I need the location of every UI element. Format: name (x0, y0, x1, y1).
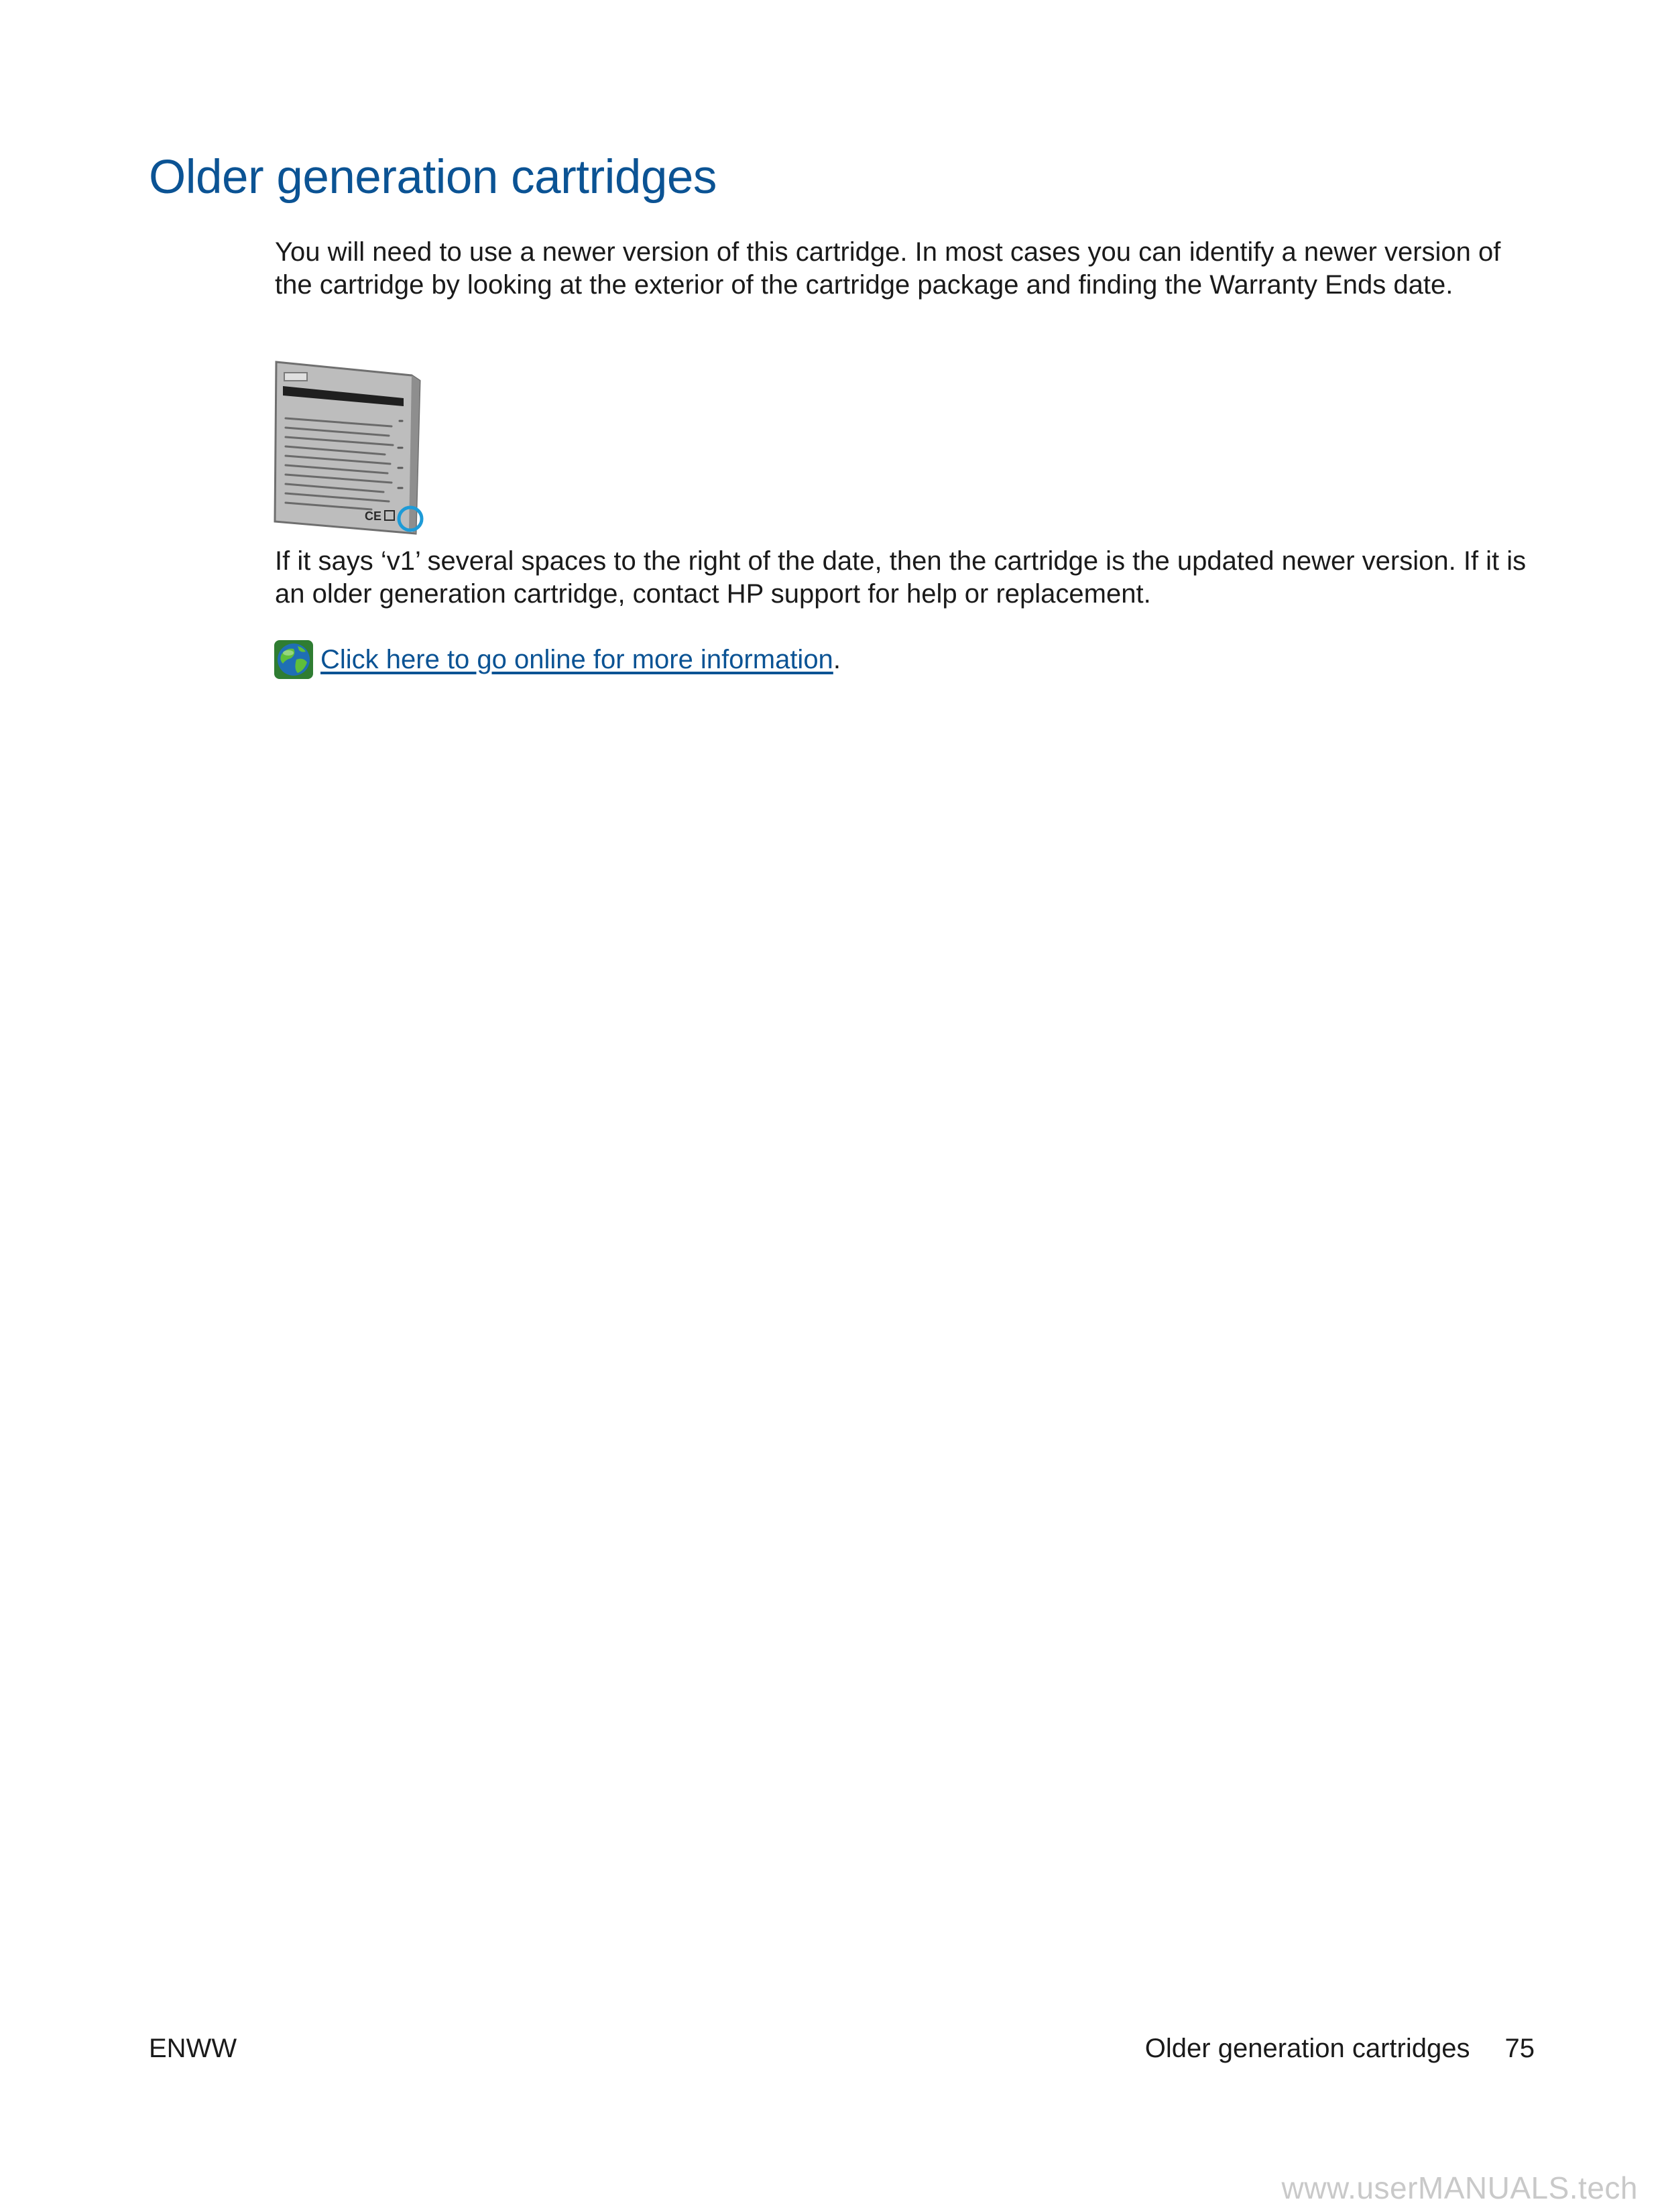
link-period: . (833, 644, 841, 674)
svg-text:CE: CE (365, 509, 382, 523)
online-info-row (274, 638, 841, 681)
online-info-link[interactable]: Click here to go online for more information (320, 644, 833, 674)
intro-paragraph: You will need to use a newer version of this cartridge. In most cases you can identify a newer version of the cartridge by looking at the exterior of the cartridge package and finding the Warranty Ends date. (275, 237, 1501, 300)
page-title: Older generation cartridges (149, 151, 717, 204)
cartridge-package-image (271, 361, 432, 542)
version-paragraph: If it says ‘v1’ several spaces to the right of the date, then the cartridge is the updated newer version. If it is an older generation cartridge, contact HP support for help or replacement. (275, 546, 1527, 609)
footer-right (1145, 2032, 1535, 2065)
globe-icon (274, 639, 314, 680)
watermark: www.userMANUALS.tech (1281, 2170, 1638, 2205)
footer-section-title: Older generation cartridges (1144, 2034, 1470, 2063)
footer-left-label: ENWW (149, 2034, 237, 2063)
page-number: 75 (1504, 2034, 1535, 2063)
